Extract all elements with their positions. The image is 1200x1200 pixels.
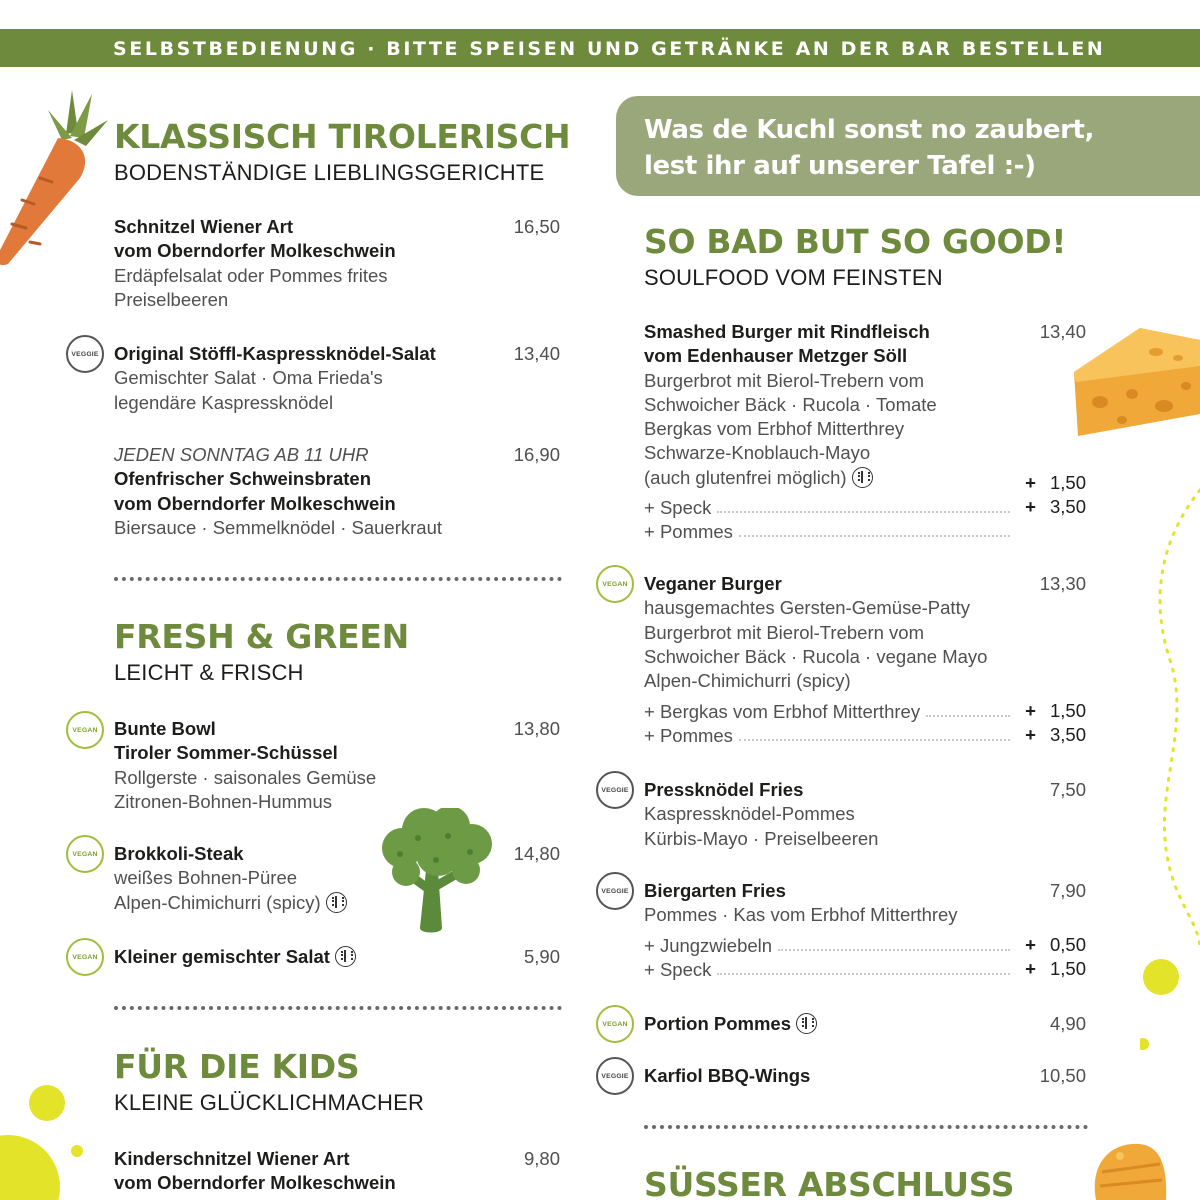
broccoli-icon <box>378 808 496 936</box>
extra-option: + Jungzwiebeln <box>644 933 1010 957</box>
extra-option: + Speck <box>644 957 1010 981</box>
cheese-icon <box>1068 322 1200 440</box>
extra-option: + Pommes <box>644 519 1010 543</box>
vegan-badge: VEGAN <box>596 565 634 603</box>
extra-price: + 0,50 <box>1025 934 1086 955</box>
menu-item-schweinsbraten: JEDEN SONNTAG AB 11 UHR Ofenfrischer Schweinsbraten vom Oberndorfer Molkeschwein Biersauce · Semmelknödel · Sauerkraut <box>114 444 443 538</box>
extra-price: + 1,50 <box>1025 958 1086 979</box>
extra-price: + 1,50 <box>1025 700 1086 721</box>
veggie-badge: VEGGIE <box>66 335 104 373</box>
menu-item-schnitzel: Schnitzel Wiener Art vom Oberndorfer Molkeschwein Erdäpfelsalat oder Pommes frites Preiselbeeren <box>114 216 396 310</box>
menu-item-biergarten-fries: Biergarten Fries Pommes · Kas vom Erbhof Mitterthrey <box>644 880 958 926</box>
extra-option: + Bergkas vom Erbhof Mitterthrey <box>644 699 1010 723</box>
extra-option: + Speck <box>644 495 1010 519</box>
section-title-klassisch: KLASSISCH TIROLERISCH <box>114 117 571 156</box>
section-title-fresh-green: FRESH & GREEN <box>114 617 409 656</box>
item-price: 13,30 <box>1039 573 1086 594</box>
item-price: 14,80 <box>513 843 560 864</box>
decorative-dotted-line <box>1140 480 1200 1100</box>
section-subtitle-klassisch: BODENSTÄNDIGE LIEBLINGSGERICHTE <box>114 160 545 185</box>
item-price: 9,80 <box>523 1148 560 1169</box>
section-divider <box>114 1006 562 1010</box>
item-price: 16,50 <box>513 216 560 237</box>
item-price: 4,90 <box>1049 1013 1086 1034</box>
extra-price: + 1,50 <box>1025 472 1086 493</box>
gluten-free-icon <box>335 946 356 967</box>
menu-item-portion-pommes: Portion Pommes <box>644 1012 817 1036</box>
carrot-icon <box>0 82 112 267</box>
section-subtitle-fresh-green: LEICHT & FRISCH <box>114 660 304 685</box>
menu-item-kaspressknoedel-salat: Original Stöffl-Kaspressknödel-Salat Gemischter Salat · Oma Frieda's legendäre Kaspressknödel <box>114 343 436 413</box>
section-subtitle-so-bad: SOULFOOD VOM FEINSTEN <box>644 265 943 290</box>
item-price: 13,40 <box>1039 321 1086 342</box>
gluten-free-icon <box>326 892 347 913</box>
gluten-free-icon <box>796 1013 817 1034</box>
menu-item-pressknoedel-fries: Pressknödel Fries Kaspressknödel-Pommes Kürbis-Mayo · Preiselbeeren <box>644 779 879 849</box>
vegan-badge: VEGAN <box>596 1005 634 1043</box>
specials-board-text: Was de Kuchl sonst no zaubert, lest ihr auf unserer Tafel :-) <box>644 115 1094 181</box>
gluten-free-icon <box>852 467 873 488</box>
veggie-badge: VEGGIE <box>596 1057 634 1095</box>
section-divider <box>114 577 562 581</box>
item-price: 7,90 <box>1049 880 1086 901</box>
menu-item-brokkoli-steak: Brokkoli-Steak weißes Bohnen-Püree Alpen-Chimichurri (spicy) <box>114 842 347 915</box>
item-price: 13,80 <box>513 718 560 739</box>
menu-item-bunte-bowl: Bunte Bowl Tiroler Sommer-Schüssel Rollgerste · saisonales Gemüse Zitronen-Bohnen-Hummus <box>114 718 377 812</box>
extra-price: + 3,50 <box>1025 724 1086 745</box>
menu-item-gemischter-salat: Kleiner gemischter Salat <box>114 945 356 969</box>
item-price: 7,50 <box>1049 779 1086 800</box>
section-title-dessert: SÜSSER ABSCHLUSS <box>644 1165 1015 1200</box>
veggie-badge: VEGGIE <box>596 771 634 809</box>
extra-price: + 3,50 <box>1025 496 1086 517</box>
vegan-badge: VEGAN <box>66 711 104 749</box>
section-divider <box>644 1125 1088 1129</box>
section-title-kids: FÜR DIE KIDS <box>114 1047 360 1086</box>
item-price: 13,40 <box>513 343 560 364</box>
menu-item-veganer-burger: Veganer Burger hausgemachtes Gersten-Gemüse-Patty Burgerbrot mit Bierol-Trebern vom Schwoicher Bäck · Rucola · vegane Mayo Alpen-Chimichurri (spicy) <box>644 573 988 692</box>
vegan-badge: VEGAN <box>66 938 104 976</box>
extra-option: + Pommes <box>644 723 1010 747</box>
item-price: 16,90 <box>513 444 560 465</box>
section-subtitle-kids: KLEINE GLÜCKLICHMACHER <box>114 1090 425 1115</box>
item-price: 10,50 <box>1039 1065 1086 1086</box>
menu-item-smashed-burger: Smashed Burger mit Rindfleisch vom Edenhauser Metzger Söll Burgerbrot mit Bierol-Trebern vom Schwoicher Bäck · Rucola · Tomate Bergkas vom Erbhof Mitterthrey Schwarze-Knoblauch-Mayo (auch glutenfrei möglich) <box>644 321 937 488</box>
ice-cream-icon <box>1076 1142 1200 1200</box>
decorative-dots <box>0 1075 90 1200</box>
top-banner-text: SELBSTBEDIENUNG · BITTE SPEISEN UND GETRÄNKE AN DER BAR BESTELLEN <box>113 38 1106 60</box>
menu-item-karfiol-wings: Karfiol BBQ-Wings <box>644 1065 811 1086</box>
item-price: 5,90 <box>523 946 560 967</box>
menu-item-kinderschnitzel: Kinderschnitzel Wiener Art vom Oberndorfer Molkeschwein <box>114 1148 396 1194</box>
veggie-badge: VEGGIE <box>596 872 634 910</box>
section-title-so-bad: SO BAD BUT SO GOOD! <box>644 222 1067 261</box>
vegan-badge: VEGAN <box>66 835 104 873</box>
